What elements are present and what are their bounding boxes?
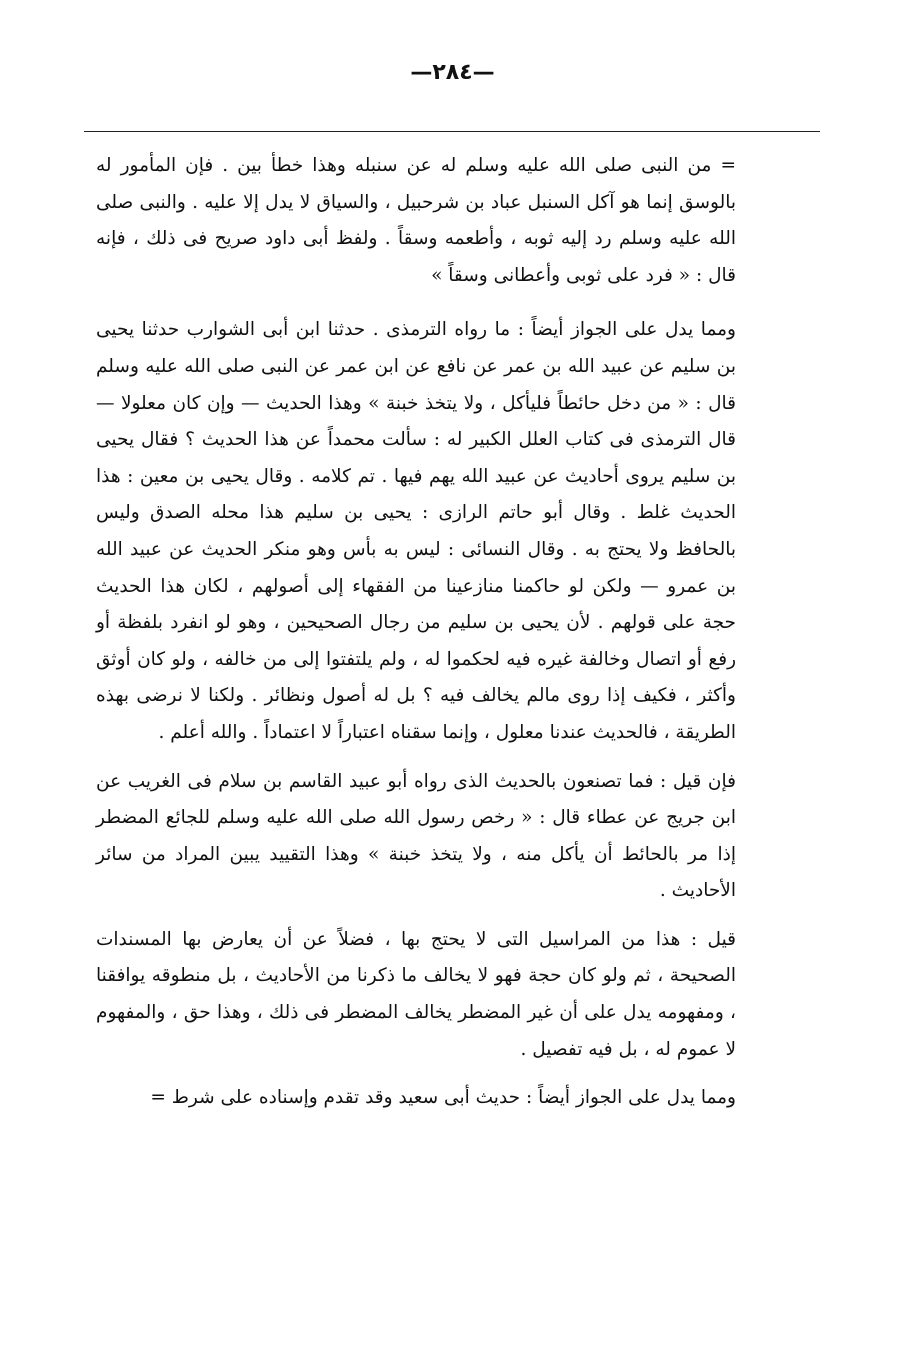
- paragraph-continuation: = من النبى صلى الله عليه وسلم له عن سنبله وهذا خطأ بين . فإن المأمور له بالوسق إنما هو آكل السنبل عباد بن شرحبيل ، والسياق لا يدل إلا عليه . والنبى صلى الله عليه وسلم رد إليه ثوبه ، وأطعمه وسقاً . ولفظ أبى داود صريح فى ذلك ، فإنه قال : « فرد على ثوبى وأعطانى وسقاً »: [96, 155, 736, 286]
- page-number: —٢٨٤—: [410, 60, 495, 85]
- header-rule: [84, 131, 820, 132]
- paragraph-abu-said: ومما يدل على الجواز أيضاً : حديث أبى سعيد وقد تقدم وإسناده على شرط =: [150, 1087, 736, 1109]
- paragraph-tirmidhi-hadith: ومما يدل على الجواز أيضاً : ما رواه الترمذى . حدثنا ابن أبى الشوارب حدثنا يحيى بن سليم عن عبيد الله بن عمر عن نافع عن ابن عمر عن النبى صلى الله عليه وسلم قال : « من دخل حائطاً فليأكل ، ولا يتخذ خبنة » وهذا الحديث — وإن كان معلولا — قال الترمذى فى كتاب العلل الكبير له : سألت محمداً عن هذا الحديث ؟ فقال يحيى بن سليم يروى أحاديث عن عبيد الله يهم فيها . تم كلامه . وقال يحيى بن معين : هذا الحديث غلط . وقال أبو حاتم الرازى : يحيى بن سليم هذا محله الصدق وليس بالحافظ ولا يحتج به . وقال النسائى : ليس به بأس وهو منكر الحديث عن عبيد الله بن عمرو — ولكن لو حاكمنا منازعينا من الفقهاء إلى أصولهم ، لكان هذا الحديث حجة على قولهم . لأن يحيى بن سليم من رجال الصحيحين ، وهو لو انفرد بلفظة أو رفع أو اتصال وخالفة غيره فيه لحكموا له ، ولم يلتفتوا إلى من خالفه ، ولو كان أوثق وأكثر ، فكيف إذا روى مالم يخالف فيه ؟ بل له أصول ونظائر . ولكنا لا نرضى بهذه الطريقة ، فالحديث عندنا معلول ، وإنما سقناه اعتباراً لا اعتماداً . والله أعلم .: [96, 319, 736, 743]
- paragraph-objection: فإن قيل : فما تصنعون بالحديث الذى رواه أبو عبيد القاسم بن سلام فى الغريب عن ابن جريج عن عطاء قال : « رخص رسول الله صلى الله عليه وسلم للجائع المضطر إذا مر بالحائط أن يأكل منه ، ولا يتخذ خبنة » وهذا التقييد يبين المراد من سائر الأحاديث .: [96, 770, 736, 902]
- body-text: [96, 148, 736, 1117]
- paragraph-reply: قيل : هذا من المراسيل التى لا يحتج بها ، فضلاً عن أن يعارض بها المسندات الصحيحة ، ثم ولو كان حجة فهو لا يخالف ما ذكرنا من الأحاديث ، بل منطوقه يوافقنا ، ومفهومه يدل على أن غير المضطر يخالف المضطر فى ذلك ، وهذا حق ، والمفهوم لا عموم له ، بل فيه تفصيل .: [96, 928, 736, 1060]
